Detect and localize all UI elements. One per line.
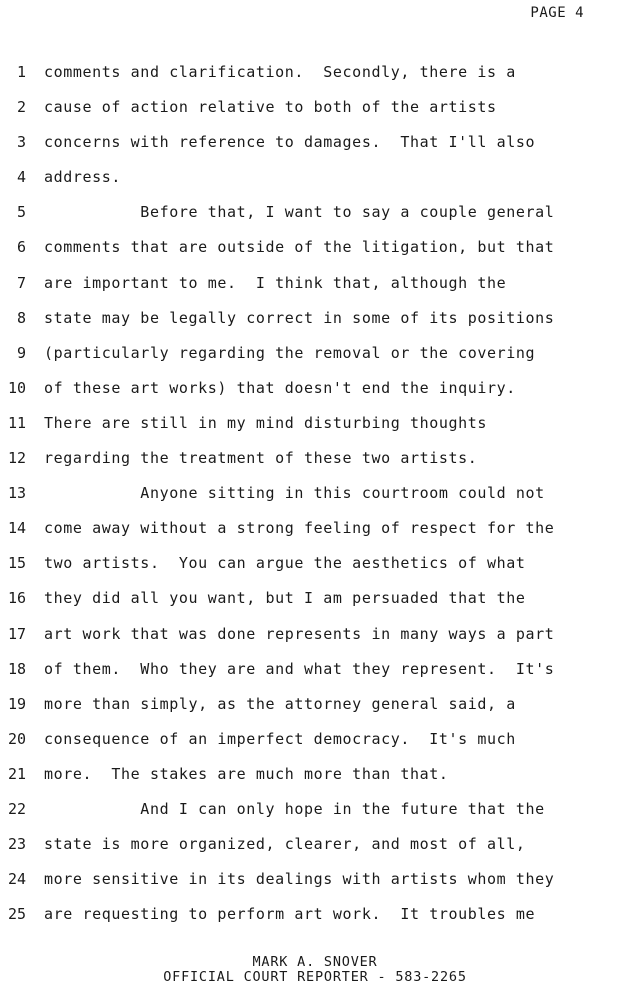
line-number: 9	[16, 343, 26, 362]
transcript-line	[0, 687, 630, 722]
line-text: (particularly regarding the removal or the covering	[44, 343, 536, 362]
transcript-line	[0, 406, 630, 441]
transcript-line	[0, 792, 630, 827]
line-number: 22	[7, 799, 26, 818]
line-number: 6	[16, 238, 26, 257]
line-text: address.	[44, 168, 122, 187]
line-text: come away without a strong feeling of respect for the	[44, 519, 555, 538]
transcript-line	[0, 581, 630, 616]
page-number: PAGE 4	[530, 5, 584, 21]
transcript-line	[0, 230, 630, 265]
line-number: 19	[7, 694, 26, 713]
reporter-title: OFFICIAL COURT REPORTER - 583-2265	[163, 969, 467, 985]
transcript-line	[0, 90, 630, 125]
transcript-line	[0, 511, 630, 546]
transcript-line	[0, 897, 630, 932]
line-text: they did all you want, but I am persuaded that the	[44, 589, 526, 608]
line-text: of these art works) that doesn't end the inquiry.	[44, 378, 516, 397]
line-number: 2	[16, 98, 26, 117]
line-number: 8	[16, 308, 26, 327]
transcript-line	[0, 827, 630, 862]
line-number: 16	[7, 589, 26, 608]
transcript-line	[0, 441, 630, 476]
line-number: 20	[7, 729, 26, 748]
line-text: concerns with reference to damages. That I'll also	[44, 133, 536, 152]
line-number: 3	[16, 133, 26, 152]
line-number: 24	[7, 870, 26, 889]
transcript-line	[0, 476, 630, 511]
line-number: 5	[16, 203, 26, 222]
line-number: 1	[16, 63, 26, 81]
line-text: more. The stakes are much more than that.	[44, 764, 449, 783]
line-number: 23	[7, 835, 26, 854]
line-text: And I can only hope in the future that the	[44, 799, 545, 818]
line-number: 25	[7, 905, 26, 924]
line-text: are important to me. I think that, although the	[44, 273, 507, 292]
reporter-name: MARK A. SNOVER	[252, 954, 378, 970]
line-text: more than simply, as the attorney general said, a	[44, 694, 516, 713]
line-number: 7	[16, 273, 26, 292]
line-number: 21	[7, 764, 26, 783]
line-text: regarding the treatment of these two artists.	[44, 449, 478, 468]
line-number: 12	[7, 449, 26, 468]
line-text: consequence of an imperfect democracy. It's much	[44, 729, 516, 748]
line-text: comments and clarification. Secondly, there is a	[44, 63, 516, 81]
transcript-line	[0, 652, 630, 687]
line-number: 10	[7, 378, 26, 397]
transcript-line	[0, 125, 630, 160]
line-text: art work that was done represents in many ways a part	[44, 624, 555, 643]
transcript-line	[0, 301, 630, 336]
line-number: 11	[7, 413, 26, 432]
page-footer	[0, 955, 630, 985]
line-text: There are still in my mind disturbing thoughts	[44, 413, 488, 432]
line-text: more sensitive in its dealings with artists whom they	[44, 870, 555, 889]
transcript-line	[0, 546, 630, 581]
line-text: two artists. You can argue the aesthetics of what	[44, 554, 526, 573]
transcript-line	[0, 757, 630, 792]
line-number: 14	[7, 519, 26, 538]
line-number: 13	[7, 484, 26, 503]
transcript-line	[0, 722, 630, 757]
transcript-line	[0, 862, 630, 897]
transcript-line	[0, 617, 630, 652]
line-text: comments that are outside of the litigation, but that	[44, 238, 555, 257]
transcript-line	[0, 55, 630, 90]
line-text: cause of action relative to both of the artists	[44, 98, 497, 117]
line-number: 4	[16, 168, 26, 187]
line-number: 15	[7, 554, 26, 573]
line-text: state is more organized, clearer, and most of all,	[44, 835, 526, 854]
line-text: state may be legally correct in some of its positions	[44, 308, 555, 327]
transcript-line	[0, 160, 630, 195]
transcript-body	[0, 55, 630, 932]
line-text: of them. Who they are and what they represent. It's	[44, 659, 555, 678]
transcript-line	[0, 371, 630, 406]
line-number: 17	[7, 624, 26, 643]
transcript-line	[0, 195, 630, 230]
transcript-line	[0, 266, 630, 301]
line-number: 18	[7, 659, 26, 678]
line-text: Anyone sitting in this courtroom could not	[44, 484, 545, 503]
line-text: are requesting to perform art work. It troubles me	[44, 905, 536, 924]
line-text: Before that, I want to say a couple general	[44, 203, 555, 222]
transcript-line	[0, 336, 630, 371]
